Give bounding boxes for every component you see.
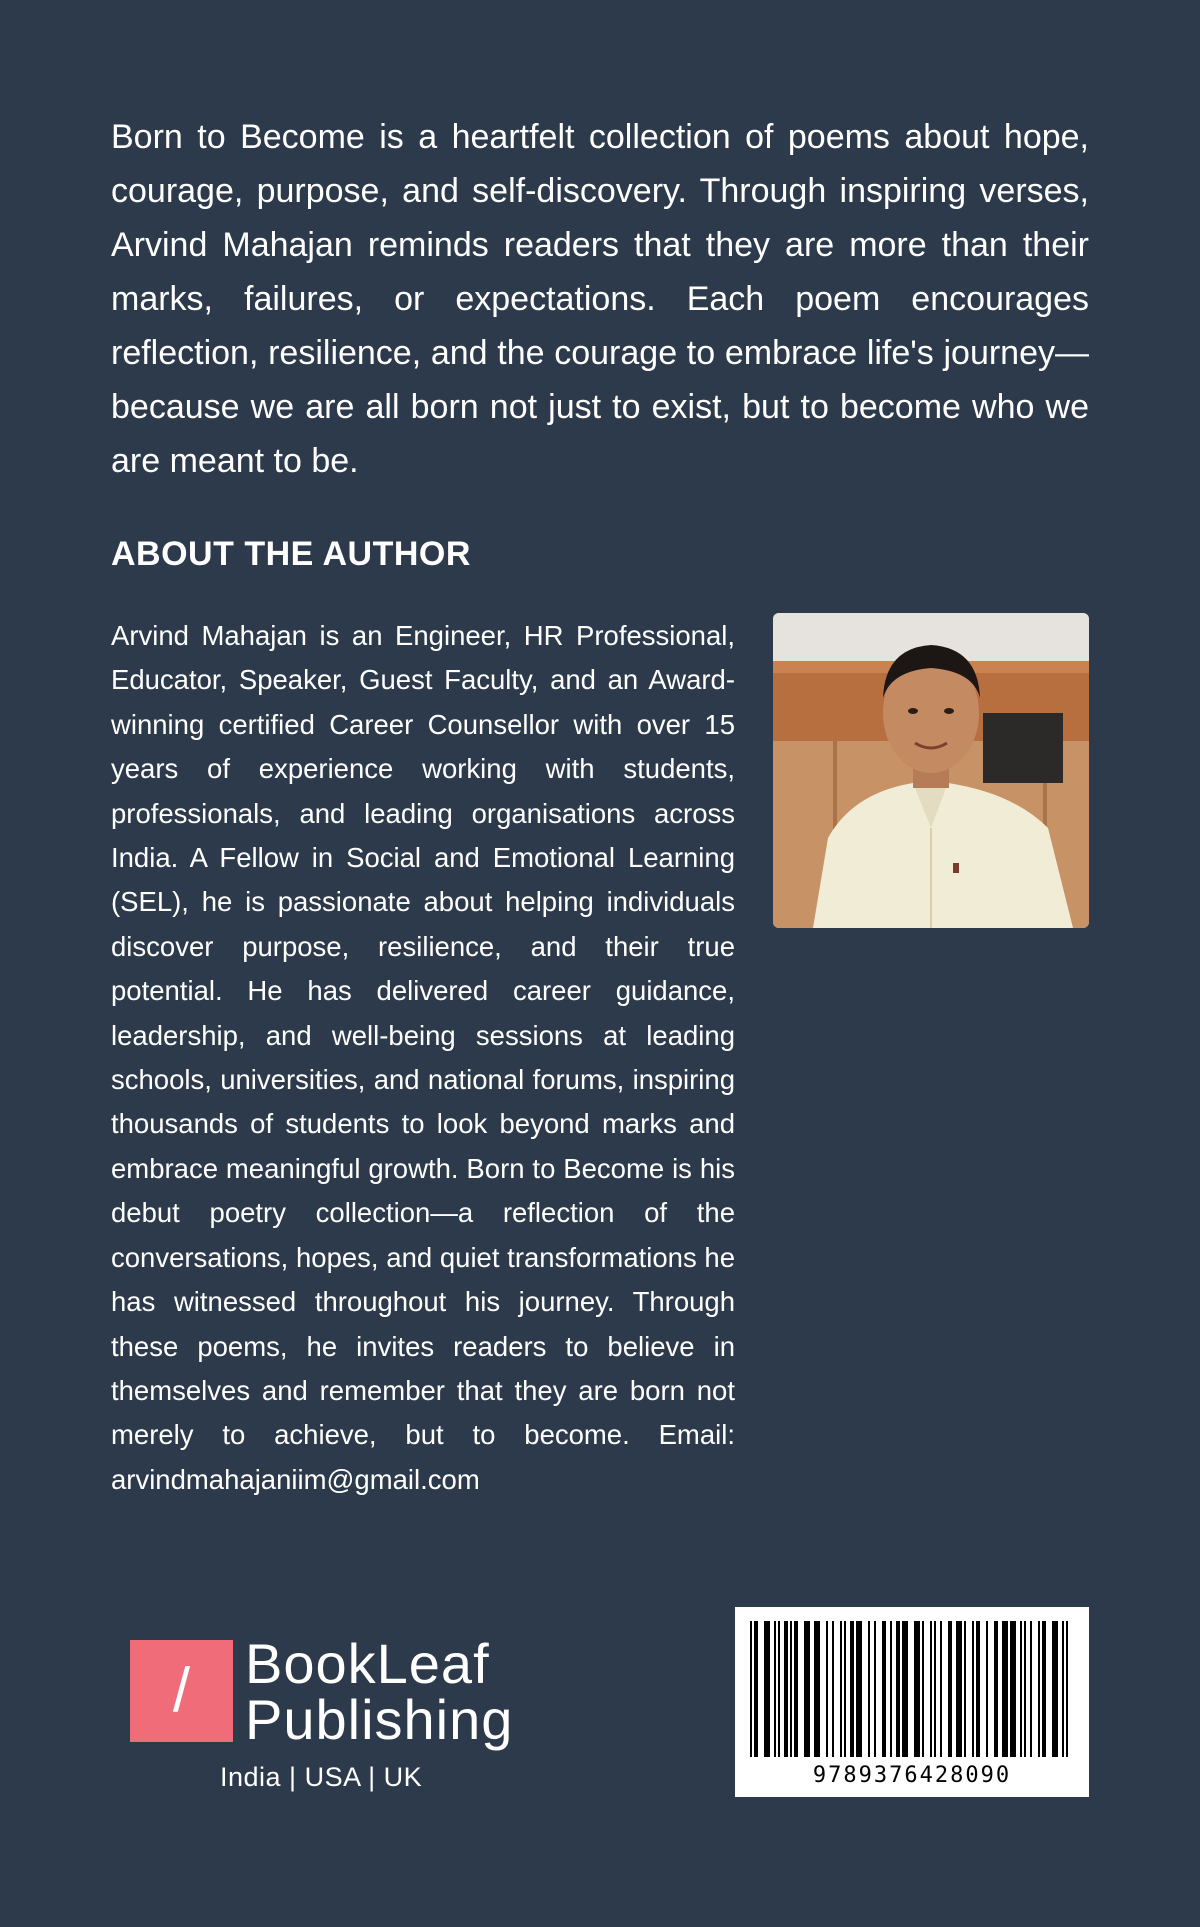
- barcode-bar: [840, 1621, 842, 1757]
- barcode-bar: [814, 1621, 820, 1757]
- publisher-name-line2: Publishing: [245, 1688, 514, 1751]
- barcode-bar: [976, 1621, 980, 1757]
- barcode-bar: [804, 1621, 810, 1757]
- barcode-bar: [1066, 1621, 1068, 1757]
- barcode-bar: [850, 1621, 854, 1757]
- barcode-bar: [844, 1621, 846, 1757]
- barcode-bar: [964, 1621, 966, 1757]
- publisher-regions: India | USA | UK: [220, 1762, 423, 1792]
- barcode-bar: [986, 1621, 988, 1757]
- author-bio: Arvind Mahajan is an Engineer, HR Professional, Educator, Speaker, Guest Faculty, and an Award-winning certified Career Counsellor with over 15 years of experience working with students, professionals, and leading organisations across India. A Fellow in Social and Emotional Learning (SEL), he is passionate about helping individuals discover purpose, resilience, and their true potential. He has delivered career guidance, leadership, and well-being sessions at leading schools, universities, and national forums, inspiring thousands of students to look beyond marks and embrace meaningful growth. Born to Become is his debut poetry collection—a reflection of the conversations, hopes, and quiet transformations he has witnessed throughout his journey. Through these poems, he invites readers to believe in themselves and remember that they are born not merely to achieve, but to become. Email: arvindmahajaniim@gmail.com: [111, 620, 735, 1495]
- author-photo: [773, 613, 1089, 928]
- barcode-bar: [832, 1621, 834, 1757]
- barcode-bar: [868, 1621, 870, 1757]
- barcode-bar: [972, 1621, 974, 1757]
- publisher-logo: [130, 1632, 530, 1796]
- barcode-bar: [1010, 1621, 1016, 1757]
- barcode-bar: [1038, 1621, 1040, 1757]
- barcode-bar: [930, 1621, 932, 1757]
- barcode-bar: [790, 1621, 792, 1757]
- barcode-bar: [1030, 1621, 1032, 1757]
- barcode-bar: [1062, 1621, 1064, 1757]
- slash-logo-icon: /: [130, 1640, 233, 1742]
- barcode-bar: [902, 1621, 908, 1757]
- barcode-bar: [914, 1621, 920, 1757]
- barcode-bar: [890, 1621, 892, 1757]
- barcode-bar: [774, 1621, 776, 1757]
- book-blurb: Born to Become is a heartfelt collection of poems about hope, courage, purpose, and self-discovery. Through inspiring verses, Arvind Mahajan reminds readers that they are more than their marks, failures, or expectations. Each poem encourages reflection, resilience, and the courage to embrace life's journey—because we are all born not just to exist, but to become who we are meant to be.: [111, 118, 1089, 480]
- barcode-bar: [940, 1621, 942, 1757]
- barcode-bar: [948, 1621, 952, 1757]
- isbn-number: 9789376428090: [812, 1763, 1012, 1788]
- barcode-bar: [1042, 1621, 1046, 1757]
- barcode-bar: [778, 1621, 780, 1757]
- barcode-bar: [754, 1621, 758, 1757]
- barcode-bar: [882, 1621, 886, 1757]
- barcode-bar: [764, 1621, 770, 1757]
- barcode-bar: [750, 1621, 752, 1757]
- barcode-bar: [1052, 1621, 1058, 1757]
- barcode-bar: [896, 1621, 900, 1757]
- barcode-bar: [794, 1621, 798, 1757]
- barcode-bar: [874, 1621, 876, 1757]
- barcode-bar: [994, 1621, 998, 1757]
- barcode-bar: [922, 1621, 924, 1757]
- isbn-barcode: [735, 1607, 1089, 1797]
- barcode-bar: [856, 1621, 862, 1757]
- barcode-bar: [1020, 1621, 1022, 1757]
- barcode-bar: [956, 1621, 962, 1757]
- barcode-bar: [826, 1621, 828, 1757]
- barcode-bars: [748, 1621, 1076, 1757]
- publisher-name-line1: BookLeaf: [245, 1632, 490, 1695]
- barcode-bar: [1024, 1621, 1026, 1757]
- barcode-bar: [784, 1621, 788, 1757]
- barcode-bar: [934, 1621, 936, 1757]
- barcode-bar: [1002, 1621, 1008, 1757]
- about-author-heading: ABOUT THE AUTHOR: [111, 535, 471, 573]
